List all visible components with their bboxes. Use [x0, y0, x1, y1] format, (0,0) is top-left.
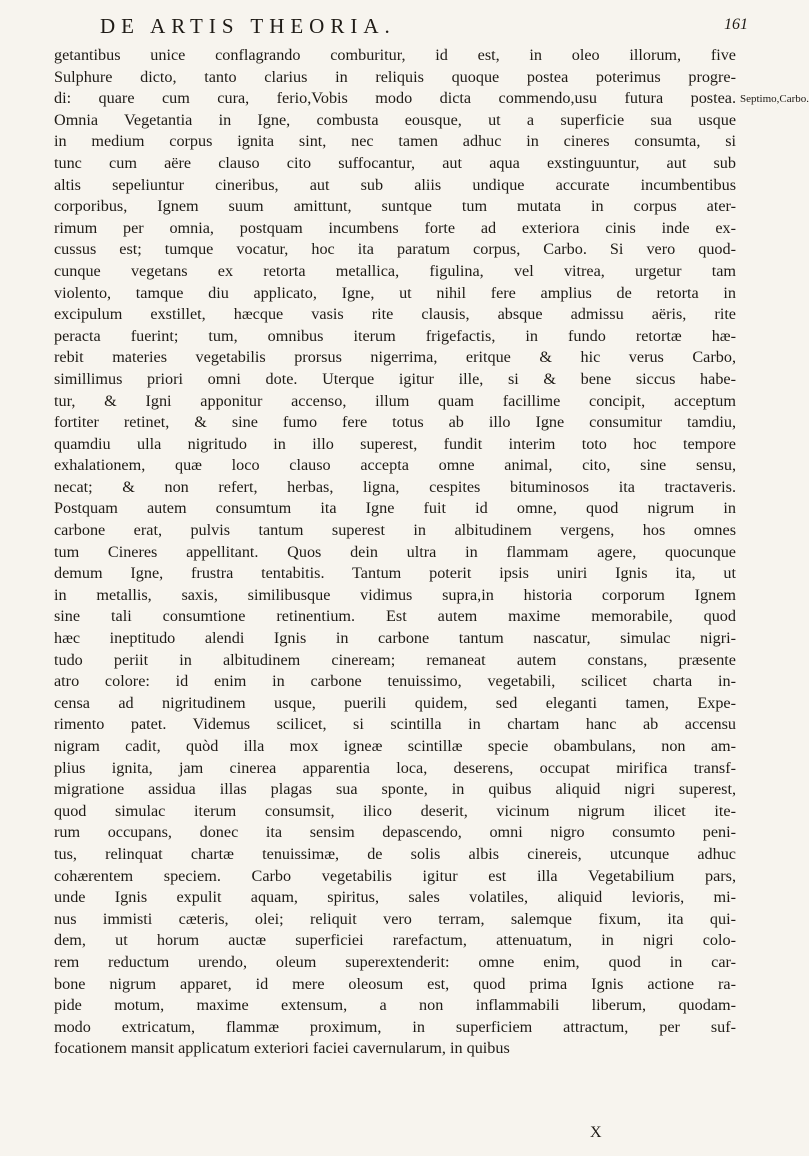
- text-line: tur, & Igni apponitur accenso, illum quam facillime concipit, acceptum: [54, 391, 736, 410]
- text-line: quamdiu ulla nigritudo in illo superest, fundit interim toto hoc tempore: [54, 434, 736, 453]
- text-line: simillimus priori omni dote. Uterque igitur ille, si & bene siccus habe-: [54, 369, 736, 388]
- text-line: unde Ignis expulit aquam, spiritus, sales volatiles, aliquid levioris, mi-: [54, 888, 736, 907]
- text-line: hæc ineptitudo alendi Ignis in carbone tantum nascatur, simulac nigri-: [54, 629, 736, 648]
- page-number: 161: [724, 16, 748, 33]
- text-line: demum Igne, frustra tentabitis. Tantum poterit ipsis uniri Ignis ita, ut: [54, 564, 736, 583]
- text-line: Omnia Vegetantia in Igne, combusta eousque, ut a superficie sua usque: [54, 110, 736, 129]
- text-line: nus immisti cæteris, olei; reliquit vero terram, salemque fixum, ita qui-: [54, 909, 736, 928]
- text-line: dem, ut horum auctæ superficiei rarefactum, attenuatum, in nigri colo-: [54, 931, 736, 950]
- text-line: nigram cadit, quòd illa mox igneæ scintillæ specie obambulans, non am-: [54, 737, 736, 755]
- text-line: cohærentem speciem. Carbo vegetabilis igitur est illa Vegetabilium pars,: [54, 866, 736, 885]
- text-line: peracta fuerint; tum, omnibus iterum frigefactis, in fundo retortæ hæ-: [54, 326, 736, 345]
- text-line: censa ad nigritudinem usque, puerili quidem, sed eleganti tamen, Expe-: [54, 693, 736, 712]
- text-line: fortiter retinet, & sine fumo fere totus ab illo Igne consumitur tamdiu,: [54, 413, 736, 432]
- text-line: quod simulac iterum consumsit, ilico deserit, vicinum nigrum ilicet ite-: [54, 801, 736, 820]
- text-line: getantibus unice conflagrando comburitur, id est, in oleo illorum, five: [54, 46, 736, 64]
- body-text: [54, 45, 736, 1060]
- text-line: in medium corpus ignita sint, nec tamen adhuc in cineres consumta, si: [54, 132, 736, 151]
- text-line: sine tali consumtione retinentium. Est autem maxime memorabile, quod: [54, 607, 736, 626]
- text-line: plius ignita, jam cinerea apparentia loca, deserens, occupat mirifica transf-: [54, 758, 736, 777]
- text-line: violento, tamque diu applicato, Igne, ut nihil fere amplius de retorta in: [54, 283, 736, 302]
- text-line: rum occupans, donec ita sensim depascendo, omni nigro consumto peni-: [54, 823, 736, 842]
- text-line: modo extricatum, flammæ proximum, in superficiem attractum, per suf-: [54, 1017, 736, 1036]
- text-line: focationem mansit applicatum exteriori faciei cavernularum, in quibus: [54, 1039, 510, 1058]
- marginal-note: Septimo,Carbo.: [740, 93, 809, 105]
- text-line: pide motum, maxime extensum, a non inflammabili liberum, quodam-: [54, 996, 736, 1015]
- running-title: DE ARTIS THEORIA.: [100, 14, 396, 38]
- text-line: bone nigrum apparet, id mere oleosum est, quod prima Ignis actione ra-: [54, 974, 736, 993]
- text-line: rem reductum urendo, oleum superextenderit: omne enim, quod in car-: [54, 952, 736, 971]
- text-line: migratione assidua illas plagas sua sponte, in quibus aliquid nigri superest,: [54, 780, 736, 799]
- text-line: tunc cum aëre clauso cito suffocantur, aut aqua exstinguuntur, aut sub: [54, 153, 736, 172]
- text-line: in metallis, saxis, similibusque vidimus supra,in historia corporum Ignem: [54, 585, 736, 604]
- text-line: exhalationem, quæ loco clauso accepta omne animal, cito, sine sensu,: [54, 456, 736, 475]
- text-line: tus, relinquat chartæ tenuissimæ, de solis albis cinereis, utcunque adhuc: [54, 844, 736, 863]
- page-header: [60, 10, 748, 44]
- text-line: rimum per omnia, postquam incumbens forte ad exteriora cinis inde ex-: [54, 218, 736, 237]
- text-line: di: quare cum cura, ferio,Vobis modo dicta commendo,usu futura postea.: [54, 89, 736, 108]
- text-line: Postquam autem consumtum ita Igne fuit id omne, quod nigrum in: [54, 499, 736, 518]
- signature-mark: X: [590, 1124, 602, 1141]
- text-line: cussus est; tumque vocatur, hoc ita paratum corpus, Carbo. Si vero quod-: [54, 240, 736, 259]
- text-line: atro colore: id enim in carbone tenuissimo, vegetabili, scilicet charta in-: [54, 672, 736, 691]
- text-line: tum Cineres appellitant. Quos dein ultra in flammam agere, quocunque: [54, 542, 736, 561]
- text-line: carbone erat, pulvis tantum superest in albitudinem vergens, hos omnes: [54, 521, 736, 540]
- text-line: Sulphure dicto, tanto clarius in reliquis quoque postea poterimus progre-: [54, 67, 736, 86]
- text-line: rebit materies vegetabilis prorsus nigerrima, eritque & hic verus Carbo,: [54, 348, 736, 367]
- text-line: tudo periit in albitudinem cineream; remaneat autem constans, præsente: [54, 650, 736, 669]
- text-line: excipulum exstillet, hæcque vasis rite clausis, absque admissu aëris, rite: [54, 305, 736, 324]
- text-line: altis sepeliuntur cineribus, aut sub aliis undique accurate incumbentibus: [54, 175, 736, 194]
- text-line: rimento patet. Videmus scilicet, si scintilla in chartam hanc ab accensu: [54, 715, 736, 734]
- text-line: necat; & non refert, herbas, ligna, cespites bituminosos ita tractaveris.: [54, 477, 736, 496]
- text-line: corporibus, Ignem suum amittunt, suntque tum mutata in corpus ater-: [54, 197, 736, 216]
- text-line: cunque vegetans ex retorta metallica, figulina, vel vitrea, urgetur tam: [54, 261, 736, 280]
